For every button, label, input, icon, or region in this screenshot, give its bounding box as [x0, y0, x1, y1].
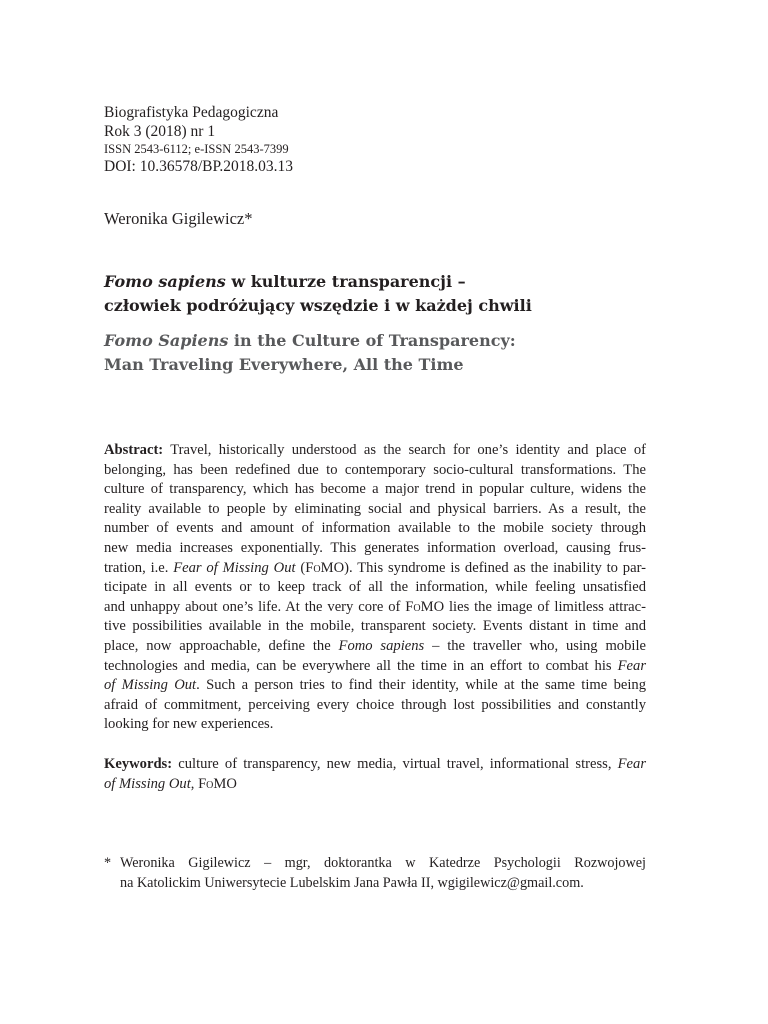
abstract-line: looking for new experiences. [104, 716, 274, 733]
abstract-line: tration, i.e. Fear of Missing Out (FoMO). This syndrome is defined as the inability to par- [104, 559, 647, 576]
keywords-label: Keywords: [104, 756, 173, 772]
fomo-acronym: FoMO [198, 776, 237, 792]
title-english-line-2: Man Traveling Everywhere, All the Time [104, 355, 464, 374]
title-polish-rest: w kulturze transparencji – [225, 272, 466, 291]
footnote-mark: * [104, 855, 112, 871]
fomo-acronym: FoMO [305, 559, 345, 576]
abstract-line: tive possibilities available in the mobile, transparent society. Events distant in time and [104, 618, 646, 635]
journal-name: Biografistyka Pedagogiczna [104, 104, 279, 121]
keywords [104, 754, 646, 794]
journal-issn: ISSN 2543-6112; e-ISSN 2543-7399 [104, 142, 289, 156]
journal-issue: Rok 3 (2018) nr 1 [104, 123, 216, 140]
abstract-line: Abstract: Travel, historically understood as the search for one’s identity and place of [104, 442, 646, 458]
abstract-line: belonging, has been redefined due to contemporary socio-cultural transformations. The [104, 461, 646, 478]
title-english-rest: in the Culture of Transparency: [228, 331, 516, 350]
keywords-line: Keywords: culture of transparency, new media, virtual travel, informational stress, Fear [104, 756, 646, 772]
title-english [104, 329, 704, 377]
abstract-line: reality available to people by eliminating social and physical barriers. As a result, the [104, 500, 646, 517]
fomo-acronym: FoMO [405, 598, 445, 615]
abstract-line: afraid of commitment, perceiving every choice through lost possibilities and constantly [104, 696, 646, 713]
abstract-line: technologies and media, can be everywhere all the time in an effort to combat his Fear [104, 657, 646, 674]
title-english-line-1 [104, 329, 704, 353]
journal-header [104, 103, 664, 176]
author-name: Weronika Gigilewicz* [104, 209, 253, 228]
abstract-line: place, now approachable, define the Fomo sapiens – the traveller who, using mobile [104, 637, 646, 654]
title-polish-italic: Fomo sapiens [104, 272, 226, 291]
keywords-line: of Missing Out, FoMO [104, 776, 237, 792]
abstract-line: of Missing Out. Such a person tries to find their identity, while at the same time being [104, 677, 646, 694]
title-polish-line-2: człowiek podróżujący wszędzie i w każdej chwili [104, 296, 532, 315]
title-polish [104, 270, 704, 318]
abstract-line: culture of transparency, which has become a major trend in popular culture, widens the [104, 481, 646, 498]
abstract-label: Abstract: [104, 442, 164, 458]
abstract-line: number of events and amount of information available to the mobile society through [104, 520, 646, 537]
title-english-italic: Fomo Sapiens [104, 331, 229, 350]
journal-doi: DOI: 10.36578/BP.2018.03.13 [104, 158, 294, 175]
abstract-line: ticipate in all events or to keep track of all the information, while feeling unsatisfied [104, 579, 646, 596]
author-footnote [104, 853, 646, 893]
abstract-line: and unhappy about one’s life. At the very core of FoMO lies the image of limitless attrac- [104, 598, 647, 615]
abstract-line: new media increases exponentially. This generates information overload, causing frus- [104, 539, 646, 556]
abstract [104, 441, 646, 735]
footnote-line: Weronika Gigilewicz – mgr, doktorantka w Katedrze Psychologii Rozwojowej [120, 855, 646, 871]
title-polish-line-1 [104, 270, 704, 294]
footnote-line: na Katolickim Uniwersytecie Lubelskim Jana Pawła II, wgigilewicz@gmail.com. [120, 875, 584, 891]
